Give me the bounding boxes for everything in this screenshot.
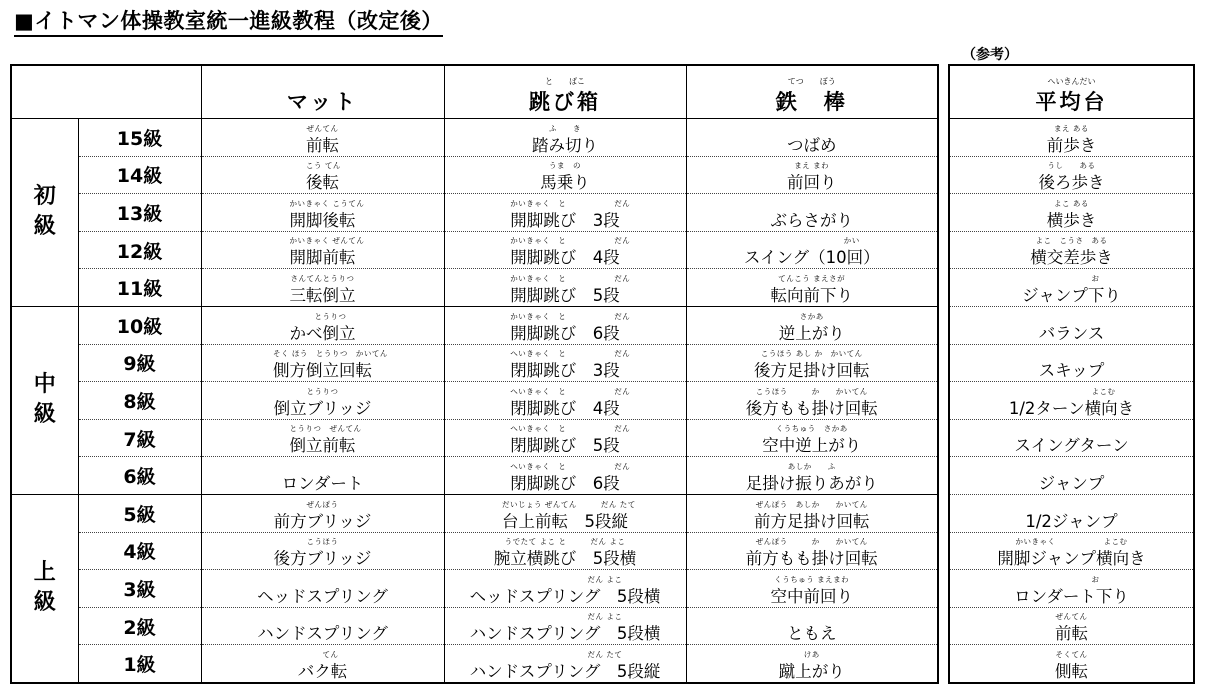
beam-skill: よこむ 1/2ターン横向き bbox=[949, 382, 1194, 420]
vault-skill: へいきゃく と だん 閉脚跳び 5段 bbox=[444, 419, 686, 457]
bar-skill: こうほう か かいてん 後方もも掛け回転 bbox=[686, 382, 938, 420]
beam-skill: かいきゃく よこむ 開脚ジャンプ横向き bbox=[949, 532, 1194, 570]
mat-skill: ぜんてん 前転 bbox=[201, 119, 444, 157]
grade-label: 6級 bbox=[78, 457, 201, 495]
reference-note: （参考） bbox=[962, 47, 1018, 63]
mat-skill: こうほう 後方ブリッジ bbox=[201, 532, 444, 570]
beam-skill: スキップ bbox=[949, 344, 1194, 382]
beam-skill: スイングターン bbox=[949, 419, 1194, 457]
table-row bbox=[11, 570, 938, 608]
header-bar: てつ ぼう 鉄 棒 bbox=[686, 65, 938, 119]
bar-skill: くうちゅう さかあ 空中逆上がり bbox=[686, 419, 938, 457]
table-row bbox=[11, 457, 938, 495]
bar-skill: かい スイング（10回） bbox=[686, 231, 938, 269]
mat-skill: こう てん 後転 bbox=[201, 156, 444, 194]
vault-skill: だん よこ ハンドスプリング 5段横 bbox=[444, 607, 686, 645]
vault-skill: へいきゃく と だん 閉脚跳び 3段 bbox=[444, 344, 686, 382]
bar-skill: つばめ bbox=[686, 119, 938, 157]
grade-label: 2級 bbox=[78, 607, 201, 645]
level-label: 初級 bbox=[11, 119, 78, 307]
bar-skill: てんこう まえさが 転向前下り bbox=[686, 269, 938, 307]
beam-skill: バランス bbox=[949, 306, 1194, 344]
table-row bbox=[11, 194, 938, 232]
vault-skill: かいきゃく と だん 開脚跳び 5段 bbox=[444, 269, 686, 307]
grade-label: 3級 bbox=[78, 570, 201, 608]
reference-beam-table bbox=[948, 64, 1195, 684]
table-row bbox=[11, 306, 938, 344]
grade-label: 1級 bbox=[78, 645, 201, 683]
table-row bbox=[11, 494, 938, 532]
table-row bbox=[11, 119, 938, 157]
mat-skill: とうりつ 倒立ブリッジ bbox=[201, 382, 444, 420]
bar-skill: まえ まわ 前回り bbox=[686, 156, 938, 194]
table-row-beam bbox=[949, 645, 1194, 683]
mat-skill: てん バク転 bbox=[201, 645, 444, 683]
bar-skill: あしか ふ 足掛け振りあがり bbox=[686, 457, 938, 495]
table-row bbox=[11, 231, 938, 269]
grade-label: 11級 bbox=[78, 269, 201, 307]
beam-skill: よこ ある 横歩き bbox=[949, 194, 1194, 232]
bar-skill: くうちゅう まえまわ 空中前回り bbox=[686, 570, 938, 608]
header-mat: マット bbox=[201, 65, 444, 119]
table-row-beam bbox=[949, 457, 1194, 495]
mat-skill: ハンドスプリング bbox=[201, 607, 444, 645]
table-row bbox=[11, 344, 938, 382]
table-row-beam bbox=[949, 494, 1194, 532]
table-row-beam bbox=[949, 607, 1194, 645]
header-blank bbox=[11, 65, 201, 119]
table-row-beam bbox=[949, 119, 1194, 157]
bar-skill: ぜんぽう か かいてん 前方もも掛け回転 bbox=[686, 532, 938, 570]
vault-skill: かいきゃく と だん 開脚跳び 3段 bbox=[444, 194, 686, 232]
table-row bbox=[11, 419, 938, 457]
grade-label: 8級 bbox=[78, 382, 201, 420]
mat-skill: ぜんぽう 前方ブリッジ bbox=[201, 494, 444, 532]
vault-skill: うでたて よこ と だん よこ 腕立横跳び 5段横 bbox=[444, 532, 686, 570]
level-label: 中級 bbox=[11, 306, 78, 494]
grade-label: 9級 bbox=[78, 344, 201, 382]
table-row bbox=[11, 645, 938, 683]
beam-skill: まえ ある 前歩き bbox=[949, 119, 1194, 157]
table-row-beam bbox=[949, 306, 1194, 344]
vault-skill: かいきゃく と だん 開脚跳び 6段 bbox=[444, 306, 686, 344]
table-row-beam bbox=[949, 419, 1194, 457]
table-row-beam bbox=[949, 194, 1194, 232]
bar-skill: ともえ bbox=[686, 607, 938, 645]
header-beam: へいきんだい 平均台 bbox=[949, 65, 1194, 119]
table-row bbox=[11, 156, 938, 194]
vault-skill: へいきゃく と だん 閉脚跳び 6段 bbox=[444, 457, 686, 495]
vault-skill: ふ き 踏み切り bbox=[444, 119, 686, 157]
beam-skill: ジャンプ bbox=[949, 457, 1194, 495]
beam-skill: お ジャンプ下り bbox=[949, 269, 1194, 307]
vault-skill: へいきゃく と だん 閉脚跳び 4段 bbox=[444, 382, 686, 420]
header-vault: と ばこ 跳び箱 bbox=[444, 65, 686, 119]
mat-skill: とうりつ ぜんてん 倒立前転 bbox=[201, 419, 444, 457]
beam-skill: よこ こうさ ある 横交差歩き bbox=[949, 231, 1194, 269]
table-row-beam bbox=[949, 156, 1194, 194]
grade-label: 14級 bbox=[78, 156, 201, 194]
mat-skill: そく ほう とうりつ かいてん 側方倒立回転 bbox=[201, 344, 444, 382]
mat-skill: さんてんとうりつ 三転倒立 bbox=[201, 269, 444, 307]
table-row-beam bbox=[949, 532, 1194, 570]
vault-skill: うま の 馬乗り bbox=[444, 156, 686, 194]
beam-skill: お ロンダート下り bbox=[949, 570, 1194, 608]
table-row-beam bbox=[949, 570, 1194, 608]
table-row bbox=[11, 607, 938, 645]
table-row-beam bbox=[949, 382, 1194, 420]
grade-label: 15級 bbox=[78, 119, 201, 157]
mat-skill: かいきゃく こうてん 開脚後転 bbox=[201, 194, 444, 232]
vault-skill: だん よこ ヘッドスプリング 5段横 bbox=[444, 570, 686, 608]
level-label: 上級 bbox=[11, 494, 78, 682]
grade-label: 5級 bbox=[78, 494, 201, 532]
mat-skill: ヘッドスプリング bbox=[201, 570, 444, 608]
mat-skill: とうりつ かべ倒立 bbox=[201, 306, 444, 344]
table-row bbox=[11, 382, 938, 420]
beam-skill: 1/2ジャンプ bbox=[949, 494, 1194, 532]
grade-label: 12級 bbox=[78, 231, 201, 269]
grade-label: 13級 bbox=[78, 194, 201, 232]
table-row bbox=[11, 532, 938, 570]
header-row-beam bbox=[949, 65, 1194, 119]
header-row bbox=[11, 65, 938, 119]
mat-skill: かいきゃく ぜんてん 開脚前転 bbox=[201, 231, 444, 269]
beam-skill: うし ある 後ろ歩き bbox=[949, 156, 1194, 194]
table-row bbox=[11, 269, 938, 307]
bar-skill: けあ 蹴上がり bbox=[686, 645, 938, 683]
beam-skill: ぜんてん 前転 bbox=[949, 607, 1194, 645]
bar-skill: さかあ 逆上がり bbox=[686, 306, 938, 344]
table-row-beam bbox=[949, 344, 1194, 382]
vault-skill: かいきゃく と だん 開脚跳び 4段 bbox=[444, 231, 686, 269]
bar-skill: ぜんぽう あしか かいてん 前方足掛け回転 bbox=[686, 494, 938, 532]
beam-skill: そくてん 側転 bbox=[949, 645, 1194, 683]
main-progress-table bbox=[10, 64, 939, 684]
grade-label: 7級 bbox=[78, 419, 201, 457]
vault-skill: だいじょう ぜんてん だん たて 台上前転 5段縦 bbox=[444, 494, 686, 532]
bar-skill: こうほう あし か かいてん 後方足掛け回転 bbox=[686, 344, 938, 382]
mat-skill: ロンダート bbox=[201, 457, 444, 495]
table-row-beam bbox=[949, 231, 1194, 269]
bar-skill: ぶらさがり bbox=[686, 194, 938, 232]
grade-label: 4級 bbox=[78, 532, 201, 570]
grade-label: 10級 bbox=[78, 306, 201, 344]
vault-skill: だん たて ハンドスプリング 5段縦 bbox=[444, 645, 686, 683]
table-row-beam bbox=[949, 269, 1194, 307]
page-title: ■イトマン体操教室統一進級教程（改定後） bbox=[14, 8, 443, 37]
